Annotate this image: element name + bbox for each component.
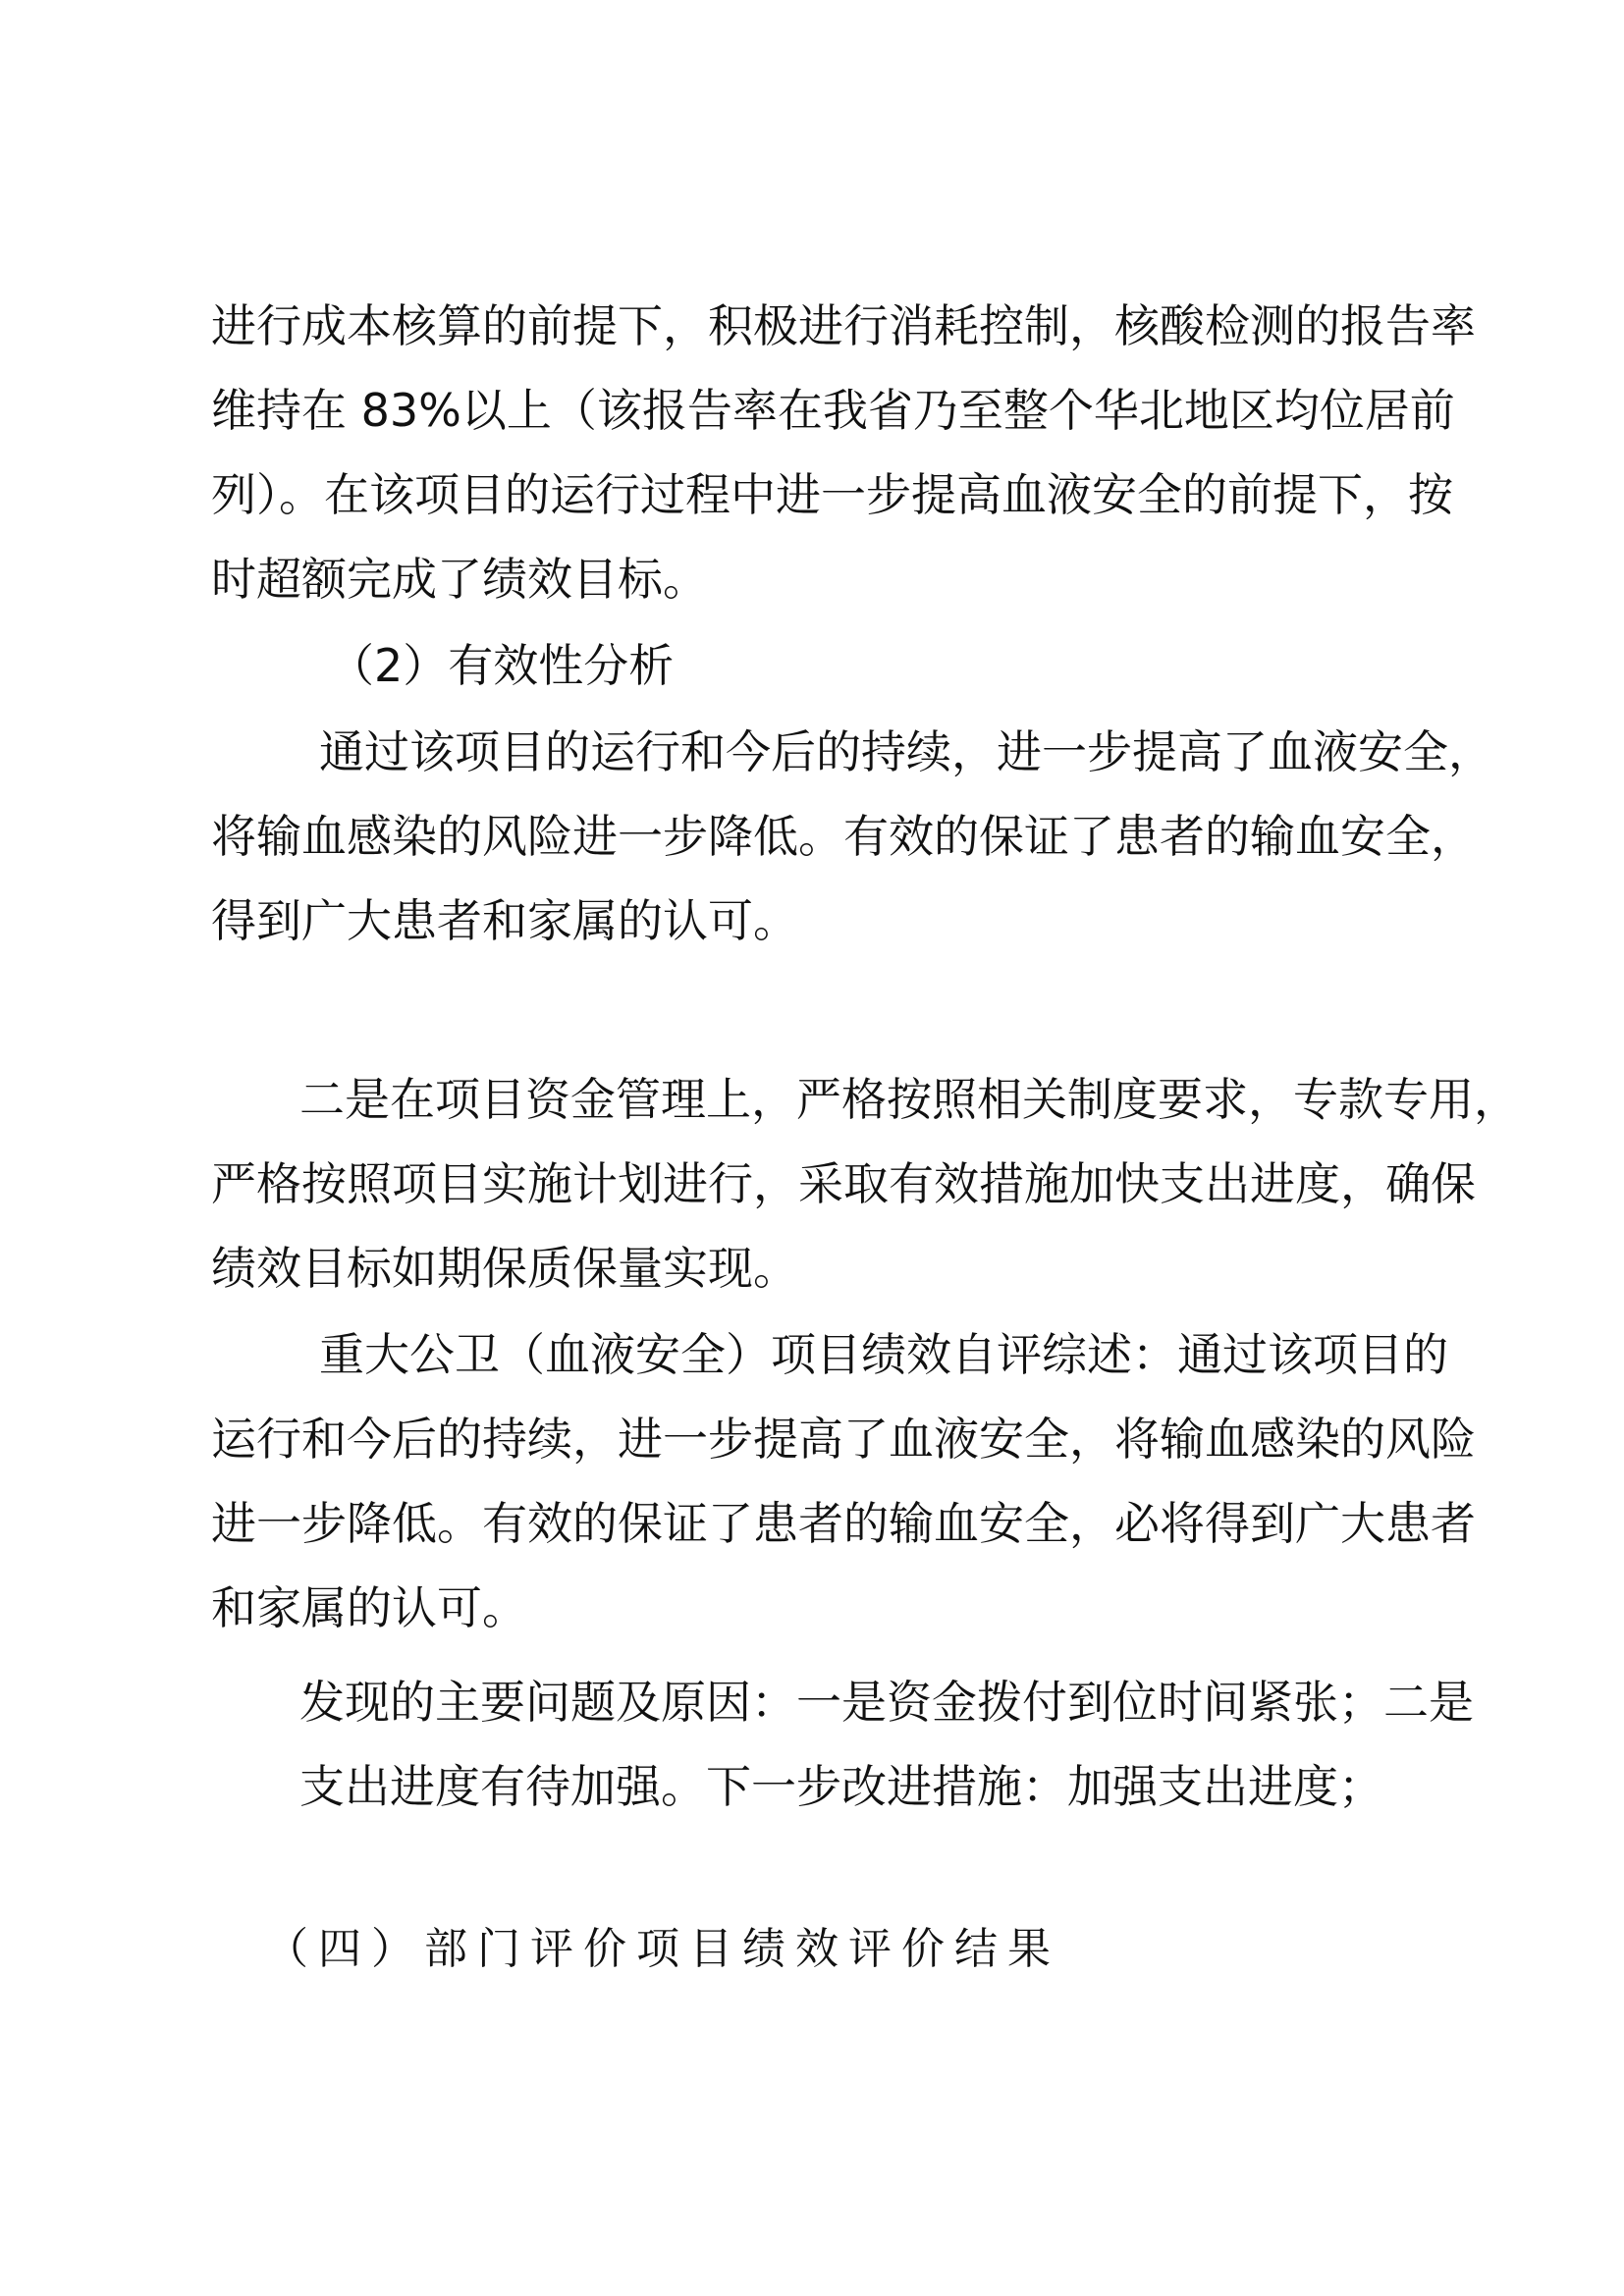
paragraph-line: 支出进度有待加强。下一步改进措施：加强支出进度； xyxy=(299,1760,1383,1813)
section-heading: （四）部门评价项目绩效评价结果 xyxy=(265,1924,1060,1974)
paragraph-line: 得到广大患者和家属的认可。 xyxy=(211,894,798,947)
paragraph-line: 和家属的认可。 xyxy=(211,1581,527,1634)
paragraph-line: 通过该项目的运行和今后的持续，进一步提高了血液安全， xyxy=(319,725,1493,778)
paragraph-line: 绩效目标如期保质保量实现。 xyxy=(211,1242,798,1295)
paragraph-line: 时超额完成了绩效目标。 xyxy=(211,553,708,606)
paragraph-line: 列）。在该项目的运行过程中进一步提高血液安全的前提下，按 xyxy=(211,468,1453,521)
paragraph-line: 发现的主要问题及原因：一是资金拨付到位时间紧张；二是 xyxy=(299,1676,1474,1729)
paragraph-line: 重大公卫（血液安全）项目绩效自评综述：通过该项目的 xyxy=(319,1328,1448,1381)
section-heading: （2）有效性分析 xyxy=(329,639,675,692)
paragraph-line: 二是在项目资金管理上，严格按照相关制度要求，专款专用， xyxy=(299,1073,1519,1126)
paragraph-line: 进行成本核算的前提下，积极进行消耗控制，核酸检测的报告率 xyxy=(211,299,1476,352)
paragraph-line: 运行和今后的持续，进一步提高了血液安全，将输血感染的风险 xyxy=(211,1413,1476,1466)
paragraph-line: 维持在 83%以上（该报告率在我省乃至整个华北地区均位居前 xyxy=(211,384,1455,437)
paragraph-line: 严格按照项目实施计划进行，采取有效措施加快支出进度，确保 xyxy=(211,1157,1476,1210)
paragraph-line: 将输血感染的风险进一步降低。有效的保证了患者的输血安全， xyxy=(211,810,1476,863)
paragraph-line: 进一步降低。有效的保证了患者的输血安全，必将得到广大患者 xyxy=(211,1497,1476,1550)
